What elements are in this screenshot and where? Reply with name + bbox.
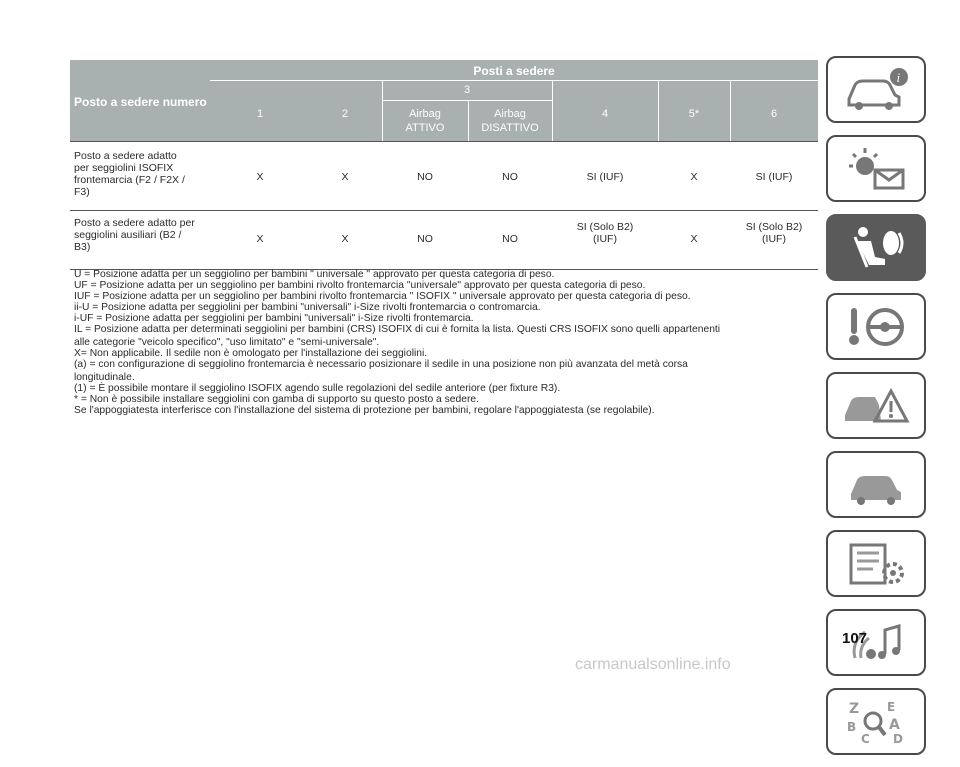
svg-text:E: E xyxy=(887,699,896,714)
note-line: UF = Posizione adatta per un seggiolino per bambini rivolto frontemarcia "universale" approvato per questa categoria di peso. xyxy=(74,280,646,291)
cell-col-3b: NO xyxy=(502,233,518,245)
seating-table xyxy=(70,60,818,270)
note-line: * = Non è possibile installare seggiolini con gamba di supporto su questo posto a sedere. xyxy=(74,394,479,405)
seat-airbag-icon xyxy=(841,223,911,273)
note-line: X= Non applicabile. Il sedile non è omologato per l'installazione dei seggiolini. xyxy=(74,348,428,359)
header-col-3a-line1: Airbag xyxy=(409,108,441,120)
header-group-title: Posti a sedere xyxy=(473,64,555,78)
cell-col-4: SI (IUF) xyxy=(586,171,624,183)
cell-col-3b: NO xyxy=(502,171,518,183)
header-col-4: 4 xyxy=(601,108,609,120)
cell-col-3a: NO xyxy=(417,233,433,245)
header-col-1: 1 xyxy=(256,108,264,120)
table-header xyxy=(70,60,818,141)
header-col-6: 6 xyxy=(770,108,778,120)
note-line: ii-U = Posizione adatta per seggiolini per bambini "universali" i-Size rivolti frontemarcia o contromarcia. xyxy=(74,302,541,313)
tab-steering-key[interactable] xyxy=(826,293,926,360)
row-label: Posto a sedere adatto per seggiolini ausiliari (B2 / B3) xyxy=(74,217,195,253)
cell-col-4: SI (Solo B2) (IUF) xyxy=(576,221,634,245)
note-line: IL = Posizione adatta per determinati seggiolini per bambini (CRS) ISOFIX di cui è fornita la lista. Questi CRS ISOFIX sono quelli appartenenti xyxy=(74,324,721,335)
settings-list-icon xyxy=(841,539,911,589)
note-line: alle categorie "veicolo specifico", "uso limitato" e "semi-universale". xyxy=(74,337,380,348)
chapter-tabs xyxy=(826,56,930,767)
svg-text:B: B xyxy=(847,719,857,734)
header-col-2: 2 xyxy=(341,108,349,120)
cell-col-3a: NO xyxy=(417,171,433,183)
watermark: carmanualsonline.info xyxy=(575,656,731,673)
note-line: longitudinale. xyxy=(74,372,135,383)
page-number: 107 xyxy=(842,630,868,647)
cell-col-6: SI (IUF) xyxy=(755,171,793,183)
car-emergency-icon xyxy=(841,381,911,431)
header-col-3b-line2: DISATTIVO xyxy=(481,122,539,134)
cell-col-2: X xyxy=(341,171,349,183)
index-az-icon xyxy=(841,697,911,747)
header-col-3b-line1: Airbag xyxy=(494,108,526,120)
car-service-icon xyxy=(841,460,911,510)
cell-col-6: SI (Solo B2) (IUF) xyxy=(745,221,803,245)
note-line: U = Posizione adatta per un seggiolino per bambini " universale " approvato per questa categoria di peso. xyxy=(74,269,555,280)
steering-key-icon xyxy=(841,302,911,352)
cell-col-5: X xyxy=(690,171,698,183)
tab-seat-airbag[interactable] xyxy=(826,214,926,281)
header-col-5: 5* xyxy=(688,108,700,120)
note-line: Se l'appoggiatesta interferisce con l'installazione del sistema di protezione per bambini, regolare l'appoggiatesta (se regolabile). xyxy=(74,405,655,416)
tab-car-service[interactable] xyxy=(826,451,926,518)
legend-notes xyxy=(74,269,819,416)
cell-col-2: X xyxy=(341,233,349,245)
tab-warning-lights[interactable] xyxy=(826,135,926,202)
svg-text:D: D xyxy=(893,731,903,746)
table-row xyxy=(70,141,818,211)
note-line: (1) = È possibile montare il seggiolino ISOFIX agendo sulle regolazioni del sedile anteriore (per fixture R3). xyxy=(74,383,561,394)
tab-settings-list[interactable] xyxy=(826,530,926,597)
table-row xyxy=(70,211,818,270)
header-col-3: 3 xyxy=(463,84,471,96)
header-col-3a-line2: ATTIVO xyxy=(405,122,445,134)
cell-col-5: X xyxy=(690,233,698,245)
note-line: i-UF = Posizione adatta per seggiolini per bambini "universali" i-Size rivolti frontemarcia. xyxy=(74,313,474,324)
note-line: (a) = con configurazione di seggiolino frontemarcia è necessario posizionare il sedile in una posizione non più avanzata del metà corsa xyxy=(74,359,688,370)
svg-text:Z: Z xyxy=(849,700,860,717)
cell-col-1: X xyxy=(256,233,264,245)
tab-car-info[interactable] xyxy=(826,56,926,123)
svg-text:C: C xyxy=(861,731,870,746)
svg-text:i: i xyxy=(896,69,901,85)
tab-index-az[interactable] xyxy=(826,688,926,755)
note-line: IUF = Posizione adatta per un seggiolino per bambini rivolto frontemarcia " ISOFIX " universale approvato per questa categoria di peso. xyxy=(74,291,691,302)
tab-multimedia[interactable] xyxy=(826,609,926,676)
warning-lights-icon xyxy=(841,144,911,194)
svg-text:A: A xyxy=(889,716,900,733)
row-label: Posto a sedere adatto per seggiolini ISOFIX frontemarcia (F2 / F2X / F3) xyxy=(74,150,185,198)
cell-col-1: X xyxy=(256,171,264,183)
car-info-icon xyxy=(841,65,911,115)
tab-car-emergency[interactable] xyxy=(826,372,926,439)
header-row-label: Posto a sedere numero xyxy=(74,95,207,109)
